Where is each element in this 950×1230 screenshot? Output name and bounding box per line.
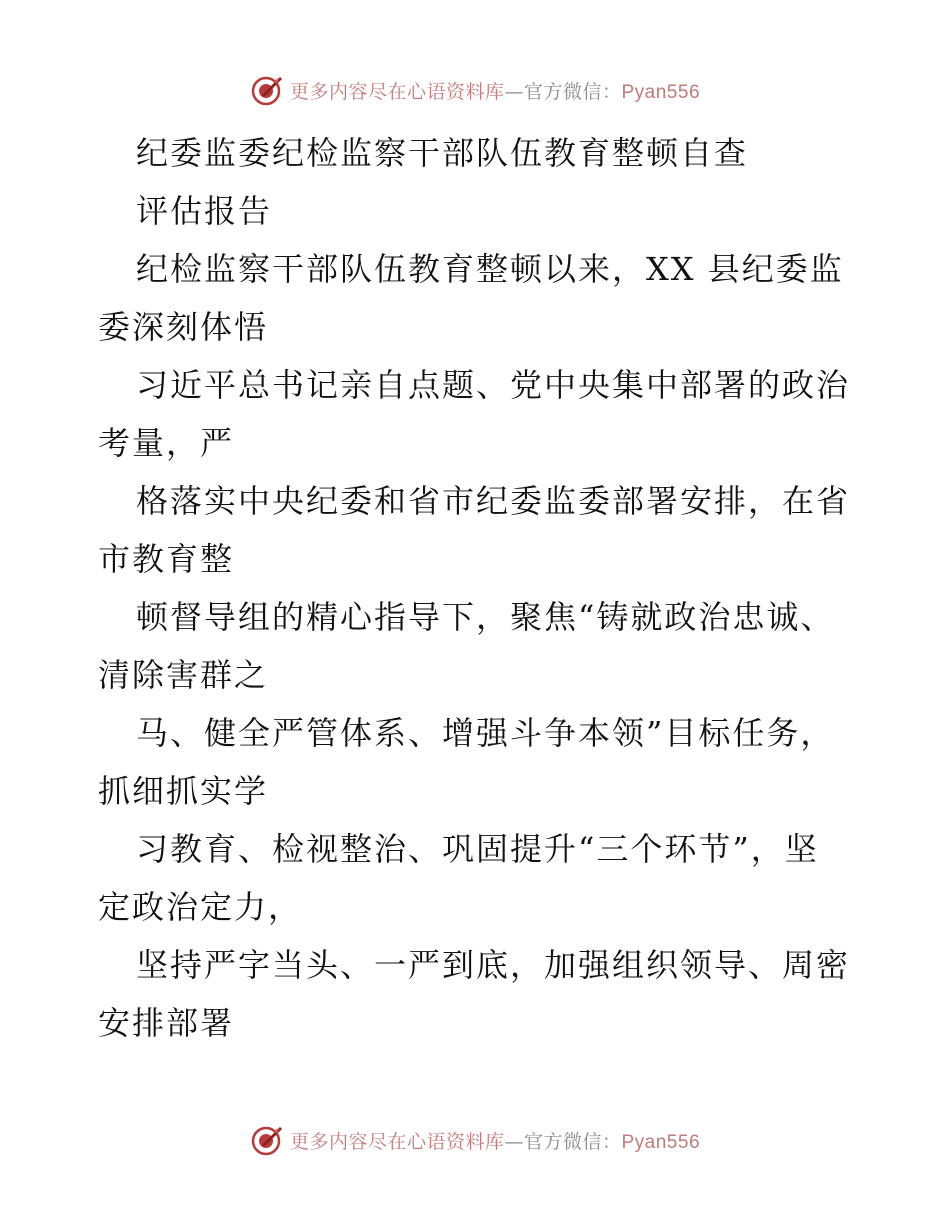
watermark-main-text: 更多内容尽在心语资料库	[289, 1130, 505, 1153]
watermark-id: Pyan556	[621, 81, 701, 103]
text-line: 顿督导组的精心指导下，聚焦“铸就政治忠诚、	[136, 598, 835, 636]
text-line: 坚持严字当头、一严到底，加强组织领导、周密	[136, 946, 851, 984]
text-line: 抓细抓实学	[98, 772, 269, 810]
text-line: 习教育、检视整治、巩固提升“三个环节”，坚	[136, 830, 819, 868]
header-watermark	[0, 70, 950, 110]
text-line: 评估报告	[136, 192, 273, 230]
watermark-separator: —	[504, 80, 524, 103]
text-line: 市教育整	[98, 540, 235, 578]
watermark-label: 官方微信：	[523, 80, 622, 103]
text-line: 委深刻体悟	[98, 308, 269, 346]
text-line: 安排部署	[98, 1004, 235, 1042]
document-body	[98, 124, 858, 1052]
text-line: 清除害群之	[98, 656, 269, 694]
text-line: 纪委监委纪检监察干部队伍教育整顿自查	[136, 134, 749, 172]
text-line: 格落实中央纪委和省市纪委监委部署安排，在省	[136, 482, 851, 520]
text-line: 纪检监察干部队伍教育整顿以来，XX 县纪委监	[136, 250, 844, 288]
quill-logo-icon	[250, 73, 284, 107]
watermark-label: 官方微信：	[523, 1130, 622, 1153]
text-line: 马、健全严管体系、增强斗争本领”目标任务，	[136, 714, 835, 752]
text-line: 习近平总书记亲自点题、党中央集中部署的政治	[136, 366, 851, 404]
watermark-main-text: 更多内容尽在心语资料库	[289, 80, 505, 103]
text-line: 定政治定力，	[98, 888, 303, 926]
quill-logo-icon	[250, 1123, 284, 1157]
text-line: 考量，严	[98, 424, 235, 462]
watermark-separator: —	[504, 1130, 524, 1153]
watermark-id: Pyan556	[621, 1131, 701, 1153]
footer-watermark	[0, 1120, 950, 1160]
